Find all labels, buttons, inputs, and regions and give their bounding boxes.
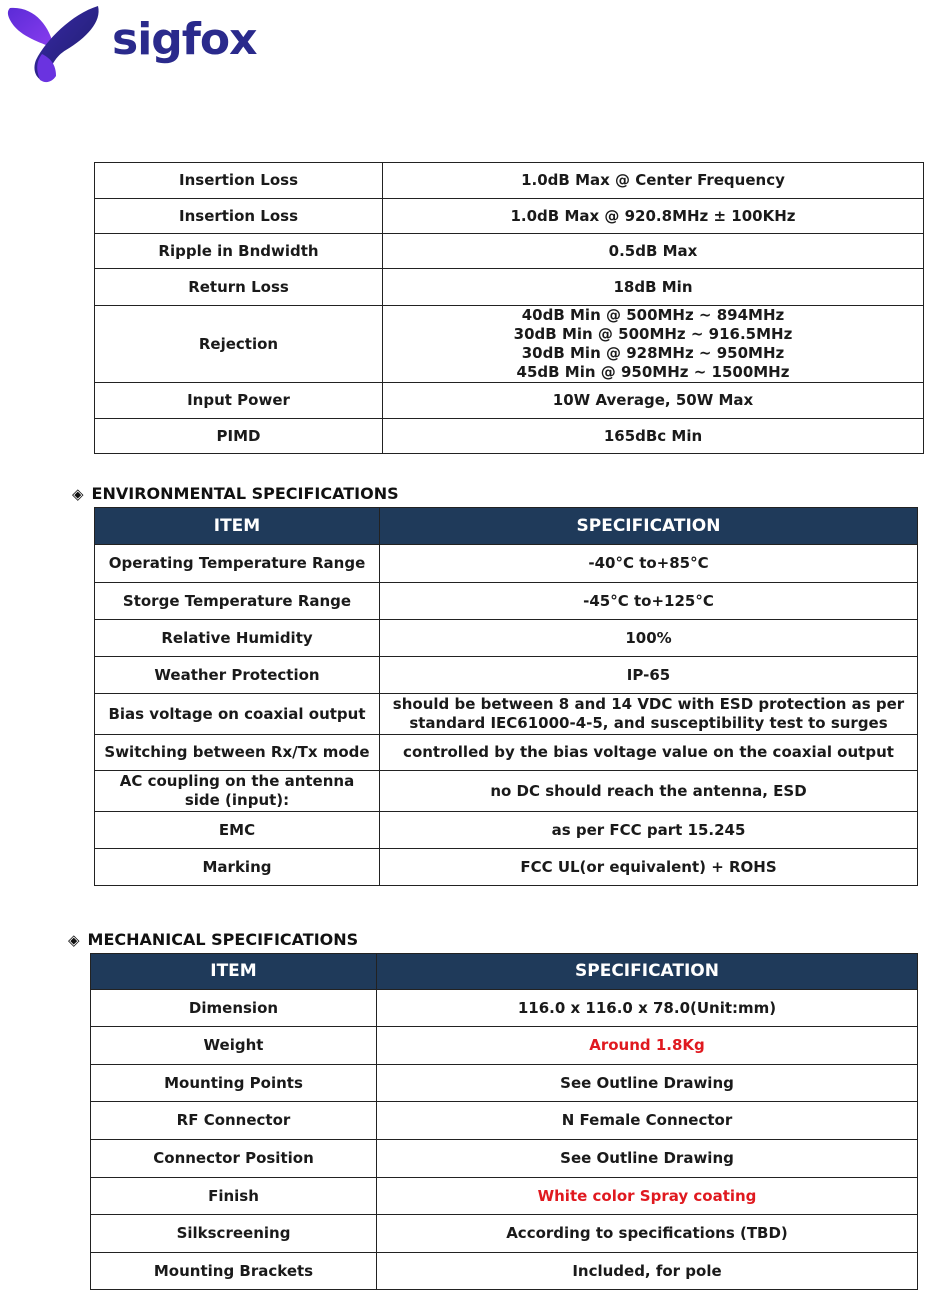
spec-item: Insertion Loss <box>95 163 383 199</box>
mechanical-spec-table <box>90 953 918 1290</box>
mechanical-section-title <box>68 930 358 949</box>
table-row <box>91 1065 918 1102</box>
spec-item: Weight <box>91 1027 377 1065</box>
header-specification: SPECIFICATION <box>380 508 918 545</box>
spec-value: White color Spray coating <box>377 1178 918 1215</box>
spec-value: 100% <box>380 620 918 657</box>
spec-value: See Outline Drawing <box>377 1065 918 1102</box>
table-row <box>95 849 918 886</box>
mechanical-title-text: MECHANICAL SPECIFICATIONS <box>87 930 359 949</box>
table-row <box>91 1140 918 1178</box>
table-row <box>91 1253 918 1290</box>
spec-value: controlled by the bias voltage value on the coaxial output <box>380 735 918 771</box>
rf-spec-table <box>94 162 924 454</box>
table-row <box>95 163 924 199</box>
environmental-section-title <box>72 484 399 503</box>
table-row <box>91 1027 918 1065</box>
table-row <box>95 306 924 383</box>
spec-value-line: 1.0dB Max @ 920.8MHz ± 100KHz <box>510 206 796 225</box>
environmental-title-text: ENVIRONMENTAL SPECIFICATIONS <box>91 484 399 503</box>
table-row <box>95 419 924 454</box>
spec-value-line: 30dB Min @ 928MHz ~ 950MHz <box>521 344 785 362</box>
spec-value-line: 40dB Min @ 500MHz ~ 894MHz <box>521 306 785 324</box>
table-row <box>95 269 924 306</box>
table-header-row <box>91 954 918 990</box>
spec-value: as per FCC part 15.245 <box>380 812 918 849</box>
spec-value <box>383 234 924 269</box>
spec-item: Insertion Loss <box>95 199 383 234</box>
spec-value: FCC UL(or equivalent) + ROHS <box>380 849 918 886</box>
spec-value: -40°C to+85°C <box>380 545 918 583</box>
spec-value <box>383 419 924 454</box>
spec-value <box>383 199 924 234</box>
spec-value-line: 10W Average, 50W Max <box>552 391 754 409</box>
table-row <box>95 234 924 269</box>
spec-item: AC coupling on the antenna side (input): <box>95 771 380 812</box>
table-row <box>95 545 918 583</box>
spec-item: Weather Protection <box>95 657 380 694</box>
header-item: ITEM <box>95 508 380 545</box>
spec-item: RF Connector <box>91 1102 377 1140</box>
spec-value: See Outline Drawing <box>377 1140 918 1178</box>
spec-item: Mounting Points <box>91 1065 377 1102</box>
sigfox-butterfly-icon <box>6 4 106 84</box>
spec-value <box>383 163 924 199</box>
table-row <box>91 990 918 1027</box>
spec-value: Around 1.8Kg <box>377 1027 918 1065</box>
table-row <box>91 1215 918 1253</box>
spec-item: Silkscreening <box>91 1215 377 1253</box>
spec-item: Operating Temperature Range <box>95 545 380 583</box>
spec-value-line: 30dB Min @ 500MHz ~ 916.5MHz <box>513 325 793 343</box>
spec-value: 116.0 x 116.0 x 78.0(Unit:mm) <box>377 990 918 1027</box>
spec-value: N Female Connector <box>377 1102 918 1140</box>
spec-item: Input Power <box>95 383 383 419</box>
table-row <box>95 583 918 620</box>
sigfox-logo <box>6 4 266 84</box>
spec-value-line: 165dBc Min <box>603 426 703 445</box>
spec-value <box>383 383 924 419</box>
spec-item: Marking <box>95 849 380 886</box>
spec-item: Mounting Brackets <box>91 1253 377 1290</box>
spec-value-line: 0.5dB Max <box>608 241 698 260</box>
spec-value: IP-65 <box>380 657 918 694</box>
spec-item: Rejection <box>95 306 383 383</box>
table-row <box>95 812 918 849</box>
table-row <box>95 735 918 771</box>
table-row <box>95 771 918 812</box>
table-row <box>95 383 924 419</box>
spec-value-line: 1.0dB Max @ Center Frequency <box>521 171 785 189</box>
table-row <box>95 657 918 694</box>
header-item: ITEM <box>91 954 377 990</box>
spec-item: Connector Position <box>91 1140 377 1178</box>
spec-item: Storge Temperature Range <box>95 583 380 620</box>
spec-value-line: 45dB Min @ 950MHz ~ 1500MHz <box>516 363 790 381</box>
table-header-row <box>95 508 918 545</box>
diamond-bullet-icon: ◈ <box>72 485 84 503</box>
spec-value <box>383 269 924 306</box>
brand-name: sigfox <box>112 14 257 65</box>
diamond-bullet-icon: ◈ <box>68 931 80 949</box>
spec-item: Bias voltage on coaxial output <box>95 694 380 735</box>
spec-item: Switching between Rx/Tx mode <box>95 735 380 771</box>
spec-value: no DC should reach the antenna, ESD <box>380 771 918 812</box>
spec-value: -45°C to+125°C <box>380 583 918 620</box>
table-row <box>91 1178 918 1215</box>
spec-item: Finish <box>91 1178 377 1215</box>
header-specification: SPECIFICATION <box>377 954 918 990</box>
table-row <box>95 694 918 735</box>
spec-value <box>383 306 924 383</box>
table-row <box>91 1102 918 1140</box>
spec-value: Included, for pole <box>377 1253 918 1290</box>
spec-value: According to specifications (TBD) <box>377 1215 918 1253</box>
environmental-spec-table <box>94 507 918 886</box>
spec-item: EMC <box>95 812 380 849</box>
table-row <box>95 620 918 657</box>
spec-item: Return Loss <box>95 269 383 306</box>
spec-item: Relative Humidity <box>95 620 380 657</box>
spec-item: Dimension <box>91 990 377 1027</box>
spec-item: PIMD <box>95 419 383 454</box>
spec-value: should be between 8 and 14 VDC with ESD protection as per standard IEC61000-4-5, and susceptibility test to surges <box>380 694 918 735</box>
table-row <box>95 199 924 234</box>
spec-item: Ripple in Bndwidth <box>95 234 383 269</box>
spec-value-line: 18dB Min <box>613 277 693 296</box>
